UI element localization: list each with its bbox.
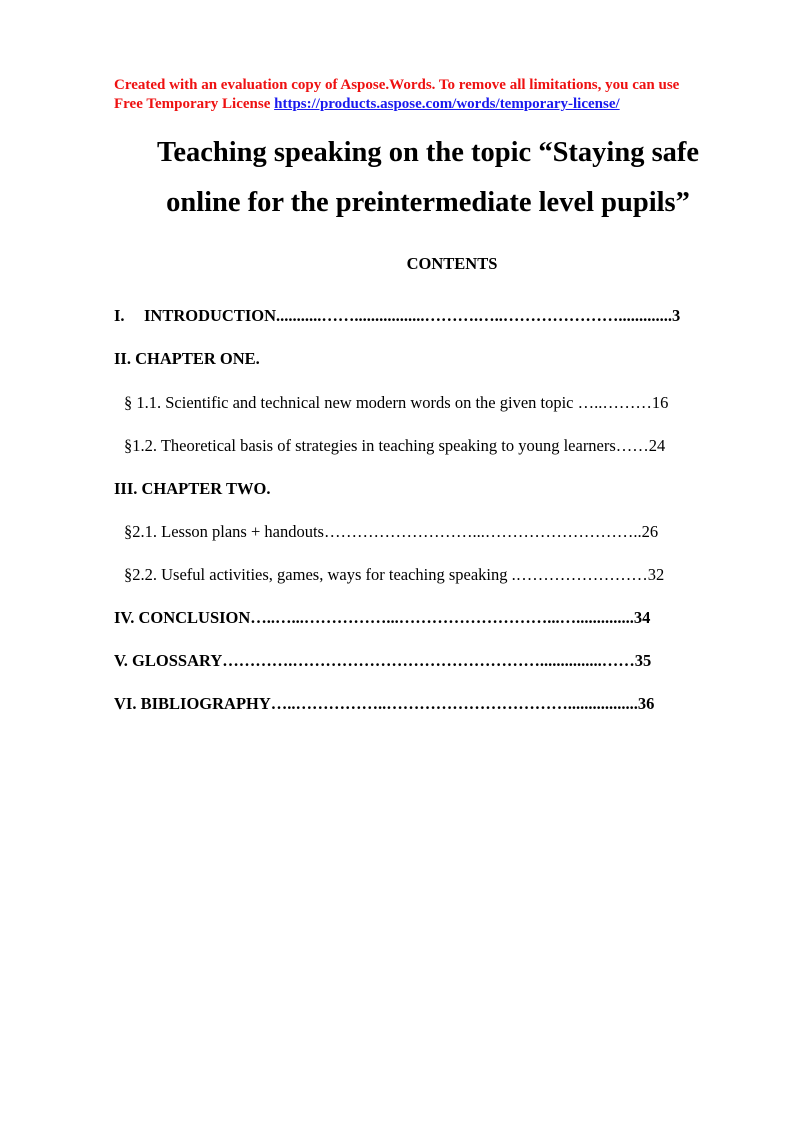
- toc-entry-chapter-two[interactable]: III. CHAPTER TWO.: [114, 479, 271, 498]
- title-line-2: online for the preintermediate level pupils”: [166, 187, 690, 218]
- document-title: [100, 128, 756, 228]
- toc-entry-section-1-2[interactable]: §1.2. Theoretical basis of strategies in teaching speaking to young learners……24: [124, 436, 666, 455]
- toc-entry-section-2-2[interactable]: §2.2. Useful activities, games, ways for teaching speaking .……………………32: [124, 565, 665, 584]
- toc-entry-bibliography[interactable]: VI. BIBLIOGRAPHY…..……………..…………………………….................36: [114, 694, 655, 713]
- toc-entry-text: INTRODUCTION...........…….................……….…..………………….............3: [144, 306, 681, 325]
- toc-entry-section-1-1[interactable]: § 1.1. Scientific and technical new modern words on the given topic …..………16: [124, 393, 669, 412]
- title-line-1: Teaching speaking on the topic “Staying safe: [156, 137, 700, 168]
- toc-entry-conclusion[interactable]: IV. CONCLUSION…..…...……………...………………………...…..............34: [114, 608, 651, 627]
- evaluation-watermark: [114, 76, 754, 114]
- toc-entry-chapter-one[interactable]: II. CHAPTER ONE.: [114, 349, 260, 368]
- toc-entry-introduction[interactable]: [114, 306, 680, 326]
- toc-entry-glossary[interactable]: V. GLOSSARY………….………………………………………...............……35: [114, 651, 652, 670]
- license-link[interactable]: https://products.aspose.com/words/temporary-license/: [274, 96, 620, 112]
- toc-entry-section-2-1[interactable]: §2.1. Lesson plans + handouts………………………...………………………..26: [124, 522, 659, 541]
- watermark-license-label: Free Temporary License: [114, 96, 275, 112]
- toc-number: I.: [114, 306, 125, 325]
- contents-heading: CONTENTS: [406, 254, 498, 273]
- watermark-line-1: Created with an evaluation copy of Aspose.Words. To remove all limitations, you can use: [114, 77, 680, 93]
- watermark-line-2: [114, 95, 754, 114]
